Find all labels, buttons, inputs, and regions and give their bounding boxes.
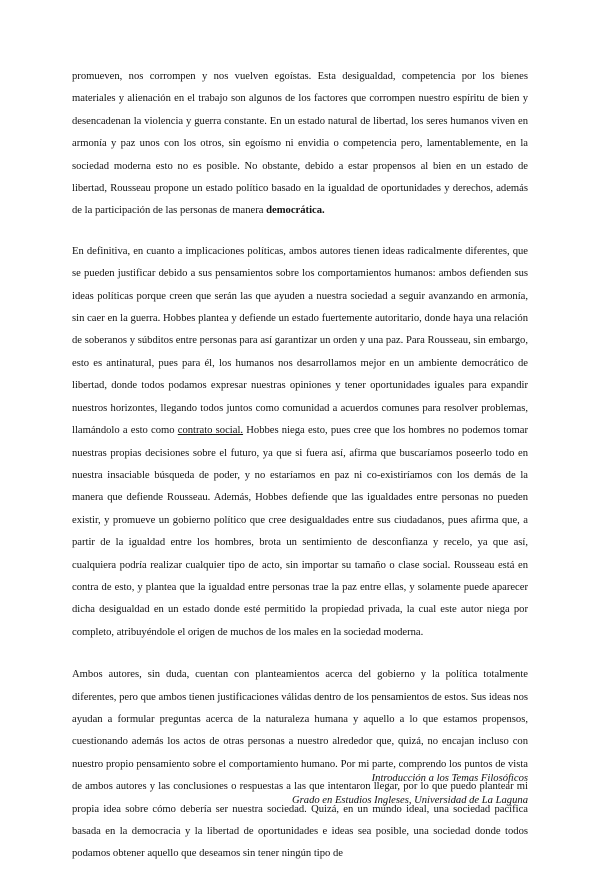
paragraph-2-text-b: Hobbes niega esto, pues cree que los hombres no podemos tomar nuestras propias decisiones sobre el futuro, ya que si fuera así, afirma que buscaríamos poseerlo todo en nuestra insaciable búsqueda de poder, y no estaríamos en paz ni co-existiríamos con los demás de la manera que defiende Rousseau. Además, Hobbes defiende que las igualdades entre personas no pueden existir, y promueve un gobierno político que cree desigualdades entre sus ciudadanos, pues afirma que, a partir de la igualdad entre los hombres, brota un sentimiento de desconfianza y recelo, ya que así, cualquiera podría realizar cualquier tipo de acto, sin importar su tamaño o clase social. Rousseau está en contra de esto, y plantea que la igualdad entre personas trae la paz entre ellas, y solamente puede aparecer dicha desigualdad en un estado donde esté permitido la propiedad privada, la cual este autor niega por completo, atribuyéndole el origen de muchos de los males en la sociedad moderna. xyxy=(72,425,529,638)
footer-degree-university: Grado en Estudios Ingleses, Universidad de La Laguna xyxy=(292,795,528,806)
paragraph-2-text-a: En definitiva, en cuanto a implicaciones políticas, ambos autores tienen ideas radicalmente diferentes, que se pueden justificar debido a sus pensamientos sobre los comportamientos humanos: ambos defienden sus ideas políticas porque creen que serán las que ayuden a nuestra sociedad a seguir avanzando en armonía, sin caer en la guerra. Hobbes plantea y defiende un estado fuertemente autoritario, donde haya una relación de soberanos y súbditos entre personas para así garantizar un orden y una paz. Para Rousseau, sin embargo, esto es antinatural, pues para él, los humanos nos desarrollamos mejor en un ambiente democrático de libertad, donde todos podamos expresar nuestras opiniones y tener oportunidades iguales para expandir nuestros horizontes, llegando todos juntos como comunidad a acuerdos comunes para resolver problemas, llamándolo a esto como xyxy=(72,245,528,437)
contrato-social-underlined: contrato social. xyxy=(177,425,244,437)
paragraph-2 xyxy=(72,241,528,644)
paragraph-3-text: Ambos autores, sin duda, cuentan con planteamientos acerca del gobierno y la política totalmente diferentes, pero que ambos tienen justificaciones válidas dentro de los pensamientos de estos. Sus ideas nos ayudan a formular preguntas acerca de la naturaleza humana y aquello a lo que estamos propensos, cuestionando además los actos de otras personas a nuestro alrededor que, quizá, no encajan incluso con nuestro propio pensamiento sobre el comportamiento humano. Por mi parte, comprendo los puntos de vista de ambos autores y las conclusiones o respuestas a las que intentaron llegar, por lo que puedo plantear mi propia idea sobre cómo debería ser nuestra sociedad. Quizá, en un mundo ideal, una sociedad pacífica basada en la democracia y la libertad de oportunidades e ideas sea posible, una sociedad donde todos podamos obtener aquello que deseamos sin tener ningún tipo de xyxy=(72,669,528,860)
paragraph-1-text: promueven, nos corrompen y nos vuelven egoístas. Esta desigualdad, competencia por los bienes materiales y alienación en el trabajo son algunos de los factores que corrompen nuestro espíritu de bien y desencadenan la violencia y guerra constante. En un estado natural de libertad, los seres humanos viven en armonía y paz unos con los otros, sin egoísmo ni envidia o competencia pero, lamentablemente, en la sociedad moderna esto no es posible. No obstante, debido a estar propensos al bien en un estado de libertad, Rousseau propone un estado político basado en la igualdad de oportunidades y derechos, además de la participación de las personas de manera xyxy=(72,71,528,217)
paragraph-3 xyxy=(72,664,528,866)
emphasis-democratica: democrática. xyxy=(266,205,325,217)
footer-course-title: Introducción a los Temas Filosóficos xyxy=(371,773,528,784)
page-footer xyxy=(292,768,528,812)
document-body xyxy=(72,66,528,886)
paragraph-1 xyxy=(72,66,528,223)
